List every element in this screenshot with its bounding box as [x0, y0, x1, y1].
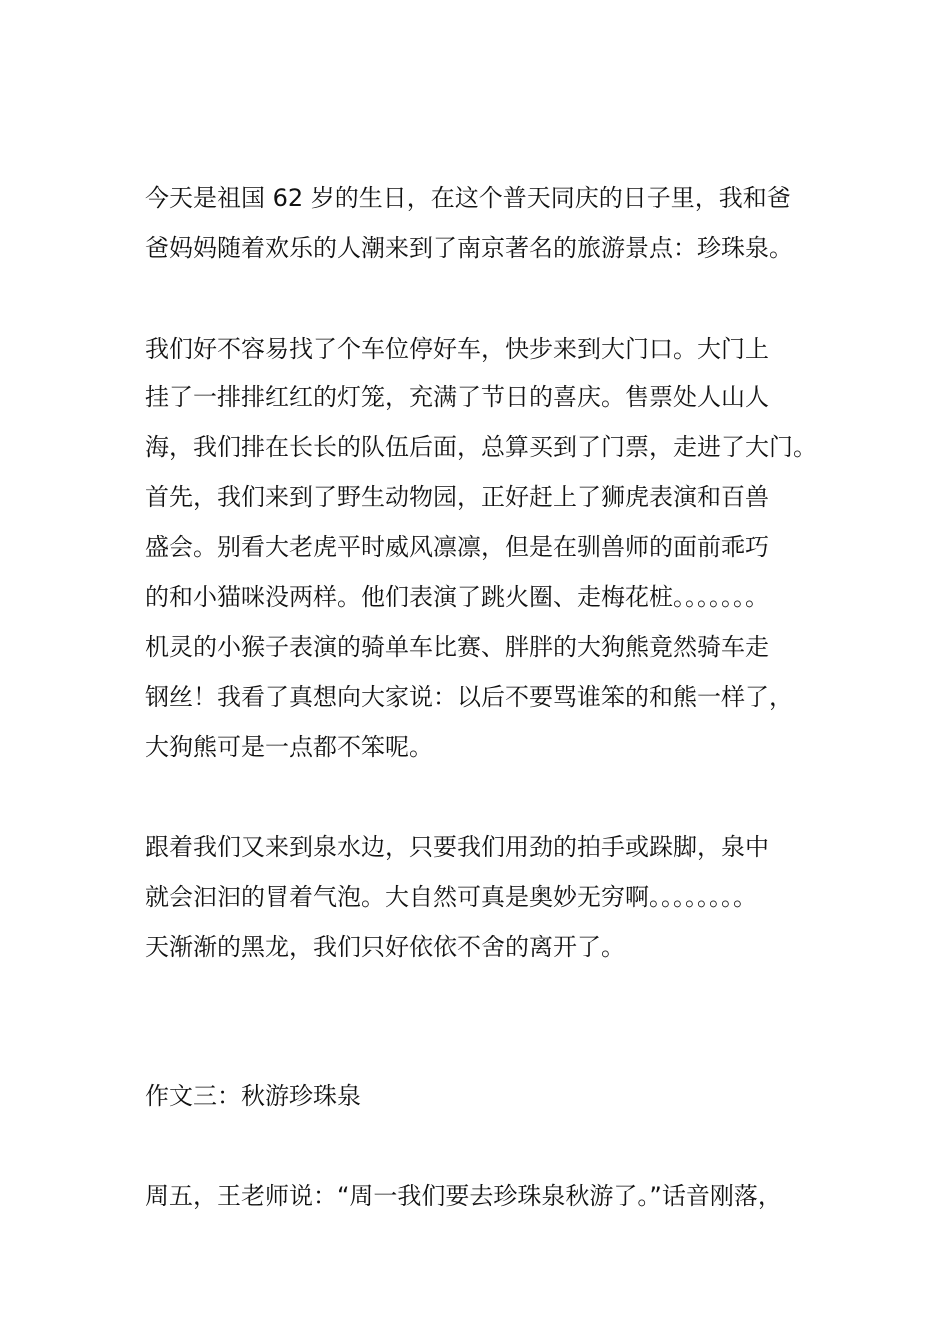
paragraph-3-line-3: 天渐渐的黑龙，我们只好依依不舍的离开了。: [145, 933, 625, 961]
paragraph-2-line-8: 钢丝！我看了真想向大家说：以后不要骂谁笨的和熊一样了，: [145, 683, 793, 711]
paragraph-2-line-2: 挂了一排排红红的灯笼，充满了节日的喜庆。售票处人山人: [145, 383, 769, 411]
paragraph-3-line-1: 跟着我们又来到泉水边，只要我们用劲的拍手或跺脚，泉中: [145, 833, 769, 861]
paragraph-2-line-1: 我们好不容易找了个车位停好车，快步来到大门口。大门上: [145, 335, 769, 363]
paragraph-2-line-4: 首先，我们来到了野生动物园，正好赶上了狮虎表演和百兽: [145, 483, 769, 511]
section-heading: 作文三：秋游珍珠泉: [145, 1082, 361, 1110]
paragraph-1-line-1: 今天是祖国 62 岁的生日，在这个普天同庆的日子里，我和爸: [145, 184, 791, 212]
paragraph-3-line-2: 就会汩汩的冒着气泡。大自然可真是奥妙无穷啊。。。。。。。。: [145, 883, 757, 911]
paragraph-1-line-2: 爸妈妈随着欢乐的人潮来到了南京著名的旅游景点：珍珠泉。: [145, 234, 793, 262]
paragraph-2-line-3: 海，我们排在长长的队伍后面，总算买到了门票，走进了大门。: [145, 433, 817, 461]
paragraph-2-line-5: 盛会。别看大老虎平时威风凛凛，但是在驯兽师的面前乖巧: [145, 533, 769, 561]
paragraph-2-line-7: 机灵的小猴子表演的骑单车比赛、胖胖的大狗熊竟然骑车走: [145, 633, 769, 661]
paragraph-4-line-1: 周五，王老师说：“周一我们要去珍珠泉秋游了。”话音刚落，: [145, 1182, 782, 1210]
paragraph-2-line-6: 的和小猫咪没两样。他们表演了跳火圈、走梅花桩。。。。。。。: [145, 583, 769, 611]
paragraph-2-line-9: 大狗熊可是一点都不笨呢。: [145, 733, 433, 761]
